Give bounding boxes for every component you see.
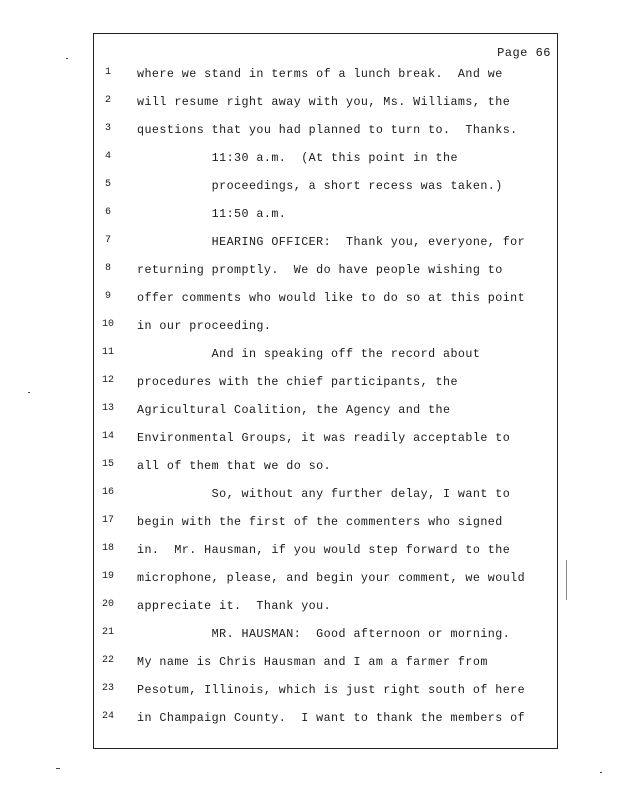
transcript-line: all of them that we do so. [137, 459, 332, 473]
line-number: 9 [104, 291, 111, 302]
transcript-line: MR. HAUSMAN: Good afternoon or morning. [137, 627, 511, 641]
line-number: 16 [101, 487, 114, 498]
transcript-line: questions that you had planned to turn to. Thanks. [137, 123, 518, 137]
line-number: 14 [101, 431, 114, 442]
line-number: 11 [101, 347, 114, 358]
transcript-line: Agricultural Coalition, the Agency and the [137, 403, 451, 417]
transcript-line: returning promptly. We do have people wishing to [137, 263, 503, 277]
line-number: 24 [101, 711, 114, 722]
line-number: 4 [104, 151, 111, 162]
line-number: 15 [101, 459, 114, 470]
line-number: 8 [104, 263, 111, 274]
transcript-line: microphone, please, and begin your comment, we would [137, 571, 526, 585]
line-number: 18 [101, 543, 114, 554]
transcript-line: in our proceeding. [137, 319, 272, 333]
line-number: 1 [104, 67, 111, 78]
line-number: 17 [101, 515, 114, 526]
line-number: 22 [101, 655, 114, 666]
transcript-line: begin with the first of the commenters who signed [137, 515, 503, 529]
transcript-line: 11:50 a.m. [137, 207, 287, 221]
transcript-line: My name is Chris Hausman and I am a farmer from [137, 655, 488, 669]
transcript-line: HEARING OFFICER: Thank you, everyone, for [137, 235, 526, 249]
scan-speck [56, 768, 60, 769]
line-number: 6 [104, 207, 111, 218]
line-number: 5 [104, 179, 111, 190]
transcript-line: Pesotum, Illinois, which is just right south of here [137, 683, 526, 697]
transcript-line: where we stand in terms of a lunch break. And we [137, 67, 503, 81]
line-number: 7 [104, 235, 111, 246]
scan-speck [66, 58, 68, 59]
line-number: 3 [104, 123, 111, 134]
transcript-line: Environmental Groups, it was readily acceptable to [137, 431, 511, 445]
line-number: 21 [101, 627, 114, 638]
line-number: 12 [101, 375, 114, 386]
transcript-line: And in speaking off the record about [137, 347, 481, 361]
transcript-line: procedures with the chief participants, the [137, 375, 458, 389]
transcript-line: proceedings, a short recess was taken.) [137, 179, 503, 193]
page-number: Page 66 [497, 46, 551, 60]
scan-speck [28, 392, 30, 393]
transcript-line: appreciate it. Thank you. [137, 599, 332, 613]
transcript-body [137, 66, 557, 738]
line-number: 13 [101, 403, 114, 414]
transcript-line: in. Mr. Hausman, if you would step forward to the [137, 543, 511, 557]
transcript-line: will resume right away with you, Ms. Williams, the [137, 95, 511, 109]
line-number: 10 [101, 319, 114, 330]
line-number-column [96, 66, 120, 738]
transcript-line: offer comments who would like to do so at this point [137, 291, 526, 305]
scan-mark [566, 560, 567, 600]
transcript-line: So, without any further delay, I want to [137, 487, 511, 501]
transcript-line: in Champaign County. I want to thank the members of [137, 711, 526, 725]
line-number: 23 [101, 683, 114, 694]
scan-speck [600, 772, 602, 773]
line-number: 2 [104, 95, 111, 106]
transcript-line: 11:30 a.m. (At this point in the [137, 151, 458, 165]
line-number: 20 [101, 599, 114, 610]
line-number: 19 [101, 571, 114, 582]
